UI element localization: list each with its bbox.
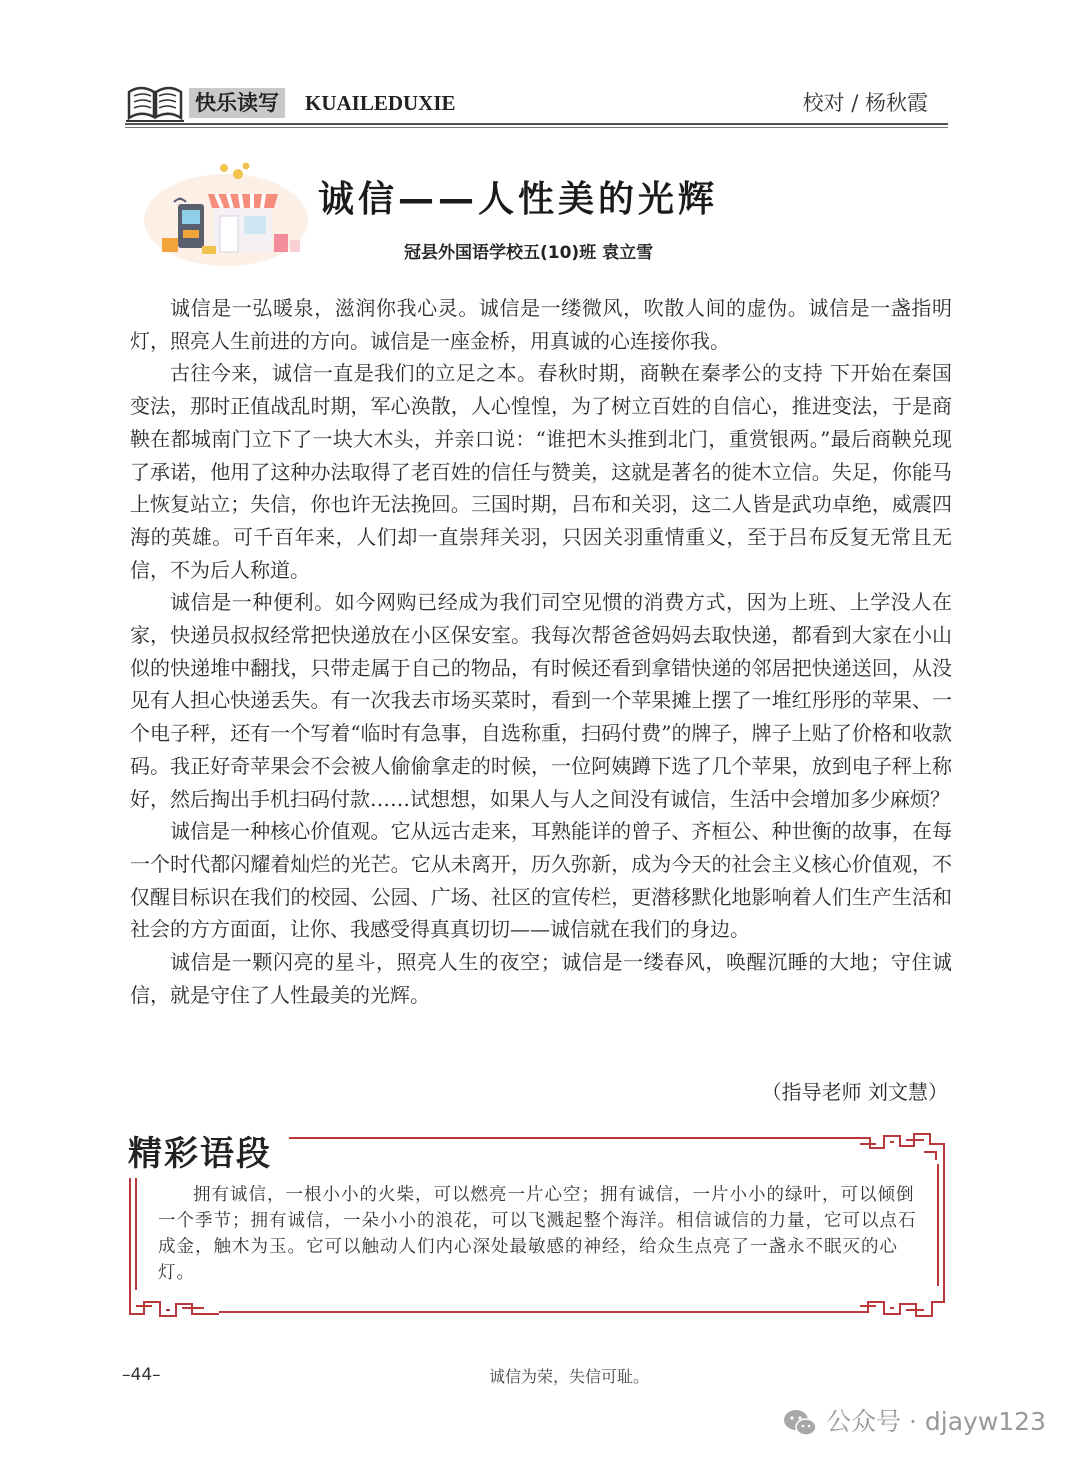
header-rule xyxy=(125,123,948,125)
highlight-box xyxy=(124,1130,950,1320)
magazine-name-en: KUAILEDUXIE xyxy=(305,91,456,115)
paragraph: 诚信是一种核心价值观。它从远古走来，耳熟能详的曾子、齐桓公、种世衡的故事，在每一个时代都闪耀着灿烂的光芒。它从未离开，历久弥新，成为今天的社会主义核心价值观，不仅醒目标识在我们的校园、公园、广场、社区的宣传栏，更潜移默化地影响着人们生产生活和社会的方方面面，让你、我感受得真真切切——诚信就在我们的身边。 xyxy=(130,819,952,942)
header-rule-thin xyxy=(125,127,948,128)
paragraph: 诚信是一弘暖泉，滋润你我心灵。诚信是一缕微风，吹散人间的虚伪。诚信是一盏指明灯，照亮人生前进的方向。诚信是一座金桥，用真诚的心连接你我。 xyxy=(130,296,952,353)
footer-slogan: 诚信为荣，失信可耻。 xyxy=(489,1367,650,1386)
highlight-title: 精彩语段 xyxy=(128,1134,272,1174)
wechat-watermark xyxy=(782,1400,1046,1444)
article-author: 冠县外国语学校五(10)班 袁立雪 xyxy=(404,243,654,263)
proofreader: 校对 / 杨秋霞 xyxy=(802,91,928,115)
highlight-paragraph: 拥有诚信，一根小小的火柴，可以燃亮一片心空；拥有诚信，一片小小的绿叶，可以倾倒一个季节；拥有诚信，一朵小小的浪花，可以飞溅起整个海洋。相信诚信的力量，它可以点石成金，触木为玉。它可以触动人们内心深处最敏感的神经，给众生点亮了一盏永不眠灭的心灯。 xyxy=(158,1185,917,1283)
wechat-icon xyxy=(782,1408,818,1438)
watermark-text: 公众号 · djayw123 xyxy=(826,1407,1046,1436)
article-body xyxy=(130,292,952,1011)
paragraph: 诚信是一颗闪亮的星斗，照亮人生的夜空；诚信是一缕春风，唤醒沉睡的大地；守住诚信，就是守住了人性最美的光辉。 xyxy=(130,950,952,1007)
paragraph: 诚信是一种便利。如今网购已经成为我们司空见惯的消费方式，因为上班、上学没人在家，快递员叔叔经常把快递放在小区保安室。我每次帮爸爸妈妈去取快递，都看到大家在小山似的快递堆中翻找，只带走属于自己的物品，有时候还看到拿错快递的邻居把快递送回，从没见有人担心快递丢失。有一次我去市场买菜时，看到一个苹果摊上摆了一堆红彤彤的苹果、一个电子秤，还有一个写着“临时有急事，自选称重，扫码付费”的牌子，牌子上贴了价格和收款码。我正好奇苹果会不会被人偷偷拿走的时候，一位阿姨蹲下选了几个苹果，放到电子秤上称好，然后掏出手机扫码付款……试想想，如果人与人之间没有诚信，生活中会增加多少麻烦？ xyxy=(130,590,952,811)
article-title: 诚信——人性美的光辉 xyxy=(318,179,719,220)
page-number: –44– xyxy=(122,1365,161,1385)
highlight-text xyxy=(158,1182,918,1286)
advising-teacher: （指导老师 刘文慧） xyxy=(761,1080,948,1104)
magazine-name-cn: 快乐读写 xyxy=(189,88,285,118)
shop-illustration xyxy=(142,160,310,268)
open-book-icon xyxy=(125,84,185,124)
paragraph: 古往今来，诚信一直是我们的立足之本。春秋时期，商鞅在秦孝公的支持 下开始在秦国变法，那时正值战乱时期，军心涣散，人心惶惶，为了树立百姓的自信心，推进变法，于是商鞅在都城南门立下了一块大木头，并亲口说：“谁把木头推到北门，重赏银两。”最后商鞅兑现了承诺，他用了这种办法取得了老百姓的信任与赞美，这就是著名的徙木立信。失足，你能马上恢复站立；失信，你也许无法挽回。三国时期，吕布和关羽，这二人皆是武功卓绝，威震四海的英雄。可千百年来，人们却一直崇拜关羽，只因关羽重情重义，至于吕布反复无常且无信，不为后人称道。 xyxy=(130,361,952,582)
page-header xyxy=(125,82,948,128)
